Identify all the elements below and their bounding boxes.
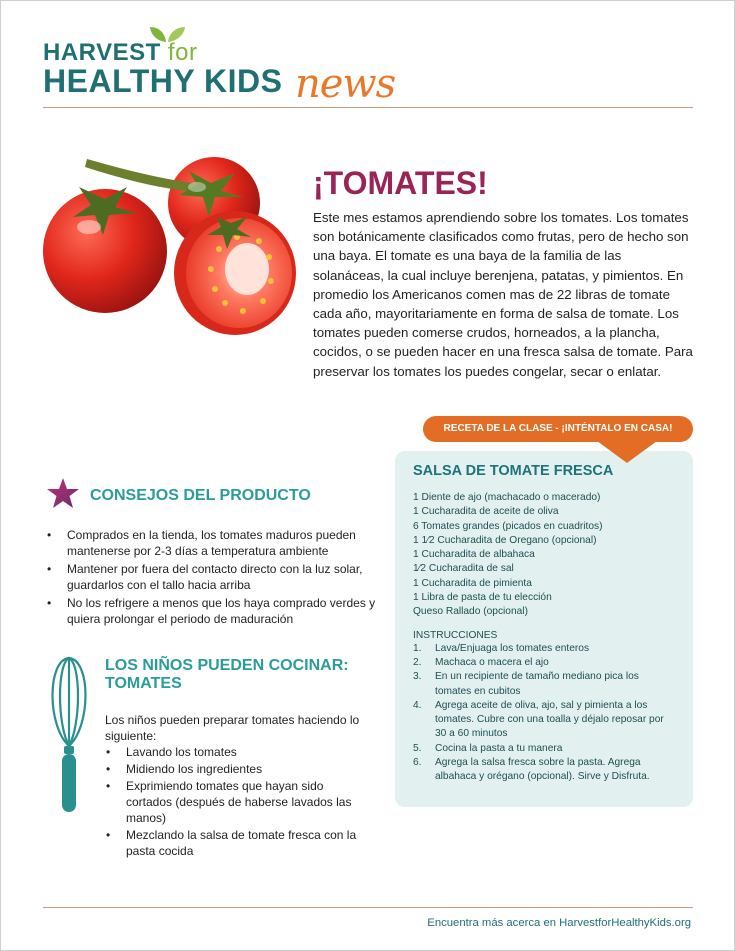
list-item: • Midiendo los ingredientes [105, 761, 370, 777]
instructions-list [413, 642, 675, 785]
logo-line-bottom [43, 63, 283, 100]
instruction-step [413, 742, 675, 756]
step-text: Cocina la pasta a tu manera [435, 742, 563, 754]
header-divider [43, 107, 693, 108]
step-number: 3. [413, 671, 422, 683]
tomatoes-image [39, 151, 301, 341]
ingredient-item: 6 Tomates grandes (picados en cuadritos) [413, 520, 603, 532]
step-text: Agrega la salsa fresca sobre la pasta. Agrega albahaca y orégano (opcional). Sirve y Disfruta. [435, 757, 650, 783]
instructions-heading: INSTRUCCIONES [413, 629, 498, 641]
list-item: • Mantener por fuera del contacto directo con la luz solar, guardarlos con el tallo hacia arriba [46, 561, 376, 594]
list-item: • Lavando los tomates [105, 744, 370, 760]
instruction-step [413, 699, 675, 742]
footer-divider [43, 907, 693, 908]
list-item: • No los refrigere a menos que los haya comprado verdes y quiera prolongar el periodo de maduración [46, 595, 376, 628]
consejos-heading: CONSEJOS DEL PRODUCTO [90, 487, 311, 504]
ingredient-item: Queso Rallado (opcional) [413, 606, 528, 618]
step-text: Lava/Enjuaga los tomates enteros [435, 642, 590, 654]
ingredient-item: 1 Diente de ajo (machacado o macerado) [413, 492, 601, 503]
step-number: 5. [413, 742, 422, 754]
instruction-step [413, 670, 675, 699]
consejos-list [46, 527, 376, 629]
logo-kids-text: KIDS [204, 63, 283, 99]
step-number: 2. [413, 656, 422, 668]
logo-for-text: for [167, 39, 198, 66]
instruction-step [413, 756, 675, 785]
ninos-heading: LOS NIÑOS PUEDEN COCINAR: TOMATES [105, 657, 349, 692]
intro-paragraph: Este mes estamos aprendiendo sobre los tomates. Los tomates son botánicamente clasificados como frutas, pero de hecho son una baya. El tomate es una baya de la familia de las solanáceas, la cual incluye berenjena, patatas, y pimientos. En promedio los Americanos comen mas de 22 libras de tomate cada año, mayoritariamente en forma de salsa de tomate. Los tomates pueden comerse crudos, horneados, a la plancha, cocidos, o se pueden hacer en una fresca salsa de tomate. Para preservar los tomates los puedes congelar, secar o enlatar. [313, 210, 693, 379]
step-number: 4. [413, 699, 422, 711]
ingredient-item: 1 Libra de pasta de tu elección [413, 592, 552, 604]
logo-harvest-text: HARVEST [43, 39, 161, 66]
instruction-step [413, 656, 675, 670]
ninos-list [105, 744, 370, 860]
step-number: 1. [413, 642, 422, 654]
ingredient-item: 1 1⁄2 Cucharadita de Oregano (opcional) [413, 534, 597, 546]
star-icon [46, 477, 80, 509]
instruction-step [413, 642, 675, 656]
recipe-tag-pointer [597, 441, 657, 463]
logo-healthy-text: HEALTHY [43, 63, 195, 99]
logo-news-text: news [295, 61, 396, 107]
recipe-title: SALSA DE TOMATE FRESCA [413, 463, 614, 479]
ninos-intro: Los niños pueden preparar tomates haciendo lo siguiente: [105, 713, 360, 744]
step-text: En un recipiente de tamaño mediano pica los tomates en cubitos [435, 671, 639, 697]
step-text: Machaca o macera el ajo [435, 656, 549, 668]
ingredient-item: 1 Cucharadita de pimienta [413, 577, 532, 589]
ingredient-item: 1 Cucharadita de albahaca [413, 549, 535, 561]
list-item: • Mezclando la salsa de tomate fresca con la pasta cocida [105, 827, 370, 860]
page-title: ¡TOMATES! [313, 165, 488, 201]
step-text: Agrega aceite de oliva, ajo, sal y pimienta a los tomates. Cubre con una toalla y déjalo reposar por 30 a 60 minutos [435, 699, 664, 740]
footer-text: Encuentra más acerca en HarvestforHealthyKids.org [427, 917, 691, 929]
list-item: • Comprados en la tienda, los tomates maduros pueden mantenerse por 2-3 días a temperatura ambiente [46, 527, 376, 560]
whisk-icon [45, 654, 93, 814]
step-number: 6. [413, 757, 422, 769]
recipe-tag: RECETA DE LA CLASE - ¡INTÉNTALO EN CASA! [423, 416, 693, 442]
ingredient-item: 1⁄2 Cucharadita de sal [413, 563, 514, 575]
list-item: • Exprimiendo tomates que hayan sido cortados (después de haberse lavados las manos) [105, 778, 370, 827]
recipe-box [395, 451, 693, 807]
ingredient-item: 1 Cucharadita de aceite de oliva [413, 506, 559, 518]
